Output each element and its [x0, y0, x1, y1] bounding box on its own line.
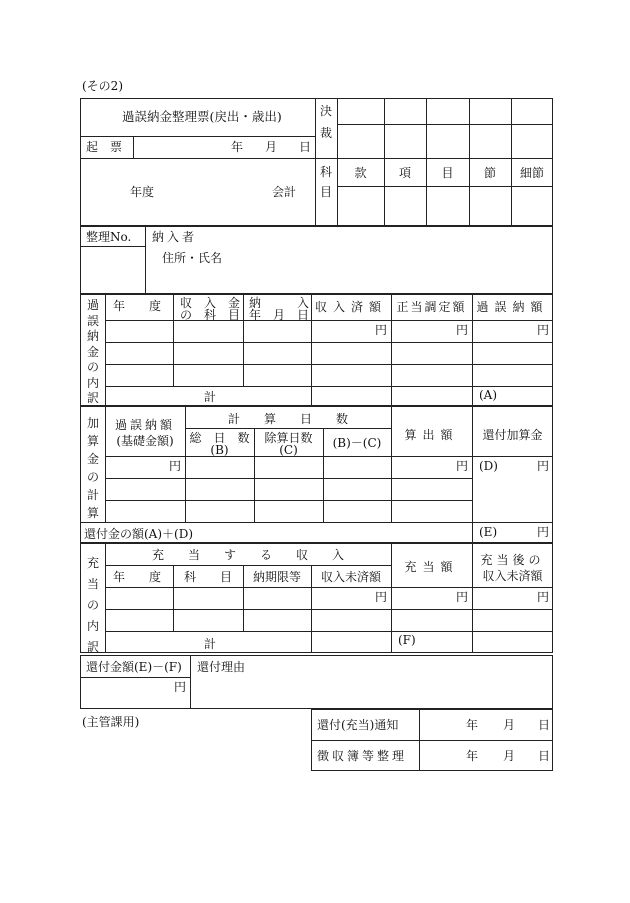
refund-amount-label: 還付金額(E)－(F)	[86, 660, 182, 674]
date-month: 月	[265, 140, 278, 154]
form-title: 過誤納金整理票(戻出・歳出)	[122, 109, 282, 124]
kamoku-kou: 項	[398, 166, 411, 180]
nounyusha-label: 納入者	[152, 230, 198, 244]
s3-total-label: 計	[204, 637, 217, 651]
payer-block	[80, 226, 553, 294]
nendo-label: 年度	[130, 185, 155, 199]
s3-header-kigen: 納期限等	[252, 570, 301, 584]
s2-header-keisan-nissu: 計 算 日 数	[227, 412, 348, 426]
kamoku-saisetsu: 細節	[519, 166, 544, 180]
s2-yen-1: 円	[169, 459, 182, 473]
s2-mark-e: (E)	[479, 525, 498, 539]
s2-header-b-minus-c: (B)－(C)	[332, 436, 382, 450]
s1-yen-3: 円	[537, 323, 550, 337]
s3-header-juto-gaku: 充当額	[404, 560, 459, 574]
s1-header-shunyukin-2: の 科 目	[180, 308, 241, 322]
choshubo-label: 徴収簿等整理	[317, 749, 408, 763]
section1-side-label: 過誤納金の内訳	[86, 298, 99, 405]
s3-header-ato-2: 収入未済額	[482, 569, 543, 583]
kamoku-kan: 款	[354, 166, 367, 180]
kamoku-label: 科目	[319, 165, 332, 199]
s3-header-juto-shunyu: 充 当 す る 収 入	[151, 548, 344, 562]
address-name-label: 住所・氏名	[162, 251, 223, 265]
tsuchi-day: 日	[538, 718, 551, 732]
kiso-label: 起 票	[86, 140, 123, 154]
s2-yen-3: 円	[537, 459, 550, 473]
s2-yen-2: 円	[456, 459, 469, 473]
kaikei-label: 会計	[272, 185, 297, 199]
s3-header-ato-1: 充当後の	[480, 553, 545, 567]
s1-header-kago: 過誤納額	[476, 300, 549, 314]
s1-header-seito: 正当調定額	[396, 300, 467, 314]
s2-header-kanpu-kasan: 還付加算金	[482, 428, 543, 442]
kamoku-setsu: 節	[483, 166, 496, 180]
s1-header-nounyu-1: 納 入	[249, 296, 310, 310]
s2-header-sanshutsu: 算出額	[404, 428, 459, 442]
shukan-label: (主管課用)	[82, 715, 140, 729]
s1-header-nounyu-2: 年 月 日	[249, 308, 310, 322]
s3-mark-f: (F)	[398, 633, 416, 647]
s3-header-kamoku: 科 目	[183, 570, 232, 584]
s2-yen-4: 円	[537, 525, 550, 539]
s2-header-jo-nissu-2: (C)	[279, 443, 298, 457]
s3-yen-3: 円	[537, 590, 550, 604]
date-year: 年	[231, 140, 244, 154]
choshubo-year: 年	[466, 749, 479, 763]
s2-header-sou-nissu-2: (B)	[210, 443, 229, 457]
s2-header-kago-1: 過誤納額	[114, 418, 175, 432]
s3-yen-2: 円	[456, 590, 469, 604]
tsuchi-month: 月	[503, 718, 516, 732]
page-label: (その2)	[82, 79, 123, 93]
date-day: 日	[299, 140, 312, 154]
s1-yen-2: 円	[456, 323, 469, 337]
choshubo-day: 日	[538, 749, 551, 763]
s2-header-jo-nissu-1: 除算日数	[264, 431, 313, 445]
s1-header-shunyukin-1: 収 入 金	[180, 296, 241, 310]
refund-yen: 円	[174, 680, 187, 694]
s3-yen-1: 円	[375, 590, 388, 604]
section2-side-label: 加算金の計算	[86, 416, 99, 520]
kessai-label: 決裁	[319, 104, 332, 140]
tsuchi-label: 還付(充当)通知	[317, 718, 399, 732]
s2-header-kago-2: (基礎金額)	[116, 434, 174, 448]
kamoku-moku: 目	[441, 166, 454, 180]
kanpu-total-label: 還付金の額(A)＋(D)	[84, 527, 194, 541]
s1-header-nendo: 年 度	[113, 299, 162, 313]
s2-header-sou-nissu-1: 総 日 数	[189, 431, 250, 445]
top-block	[80, 98, 553, 226]
refund-reason-label: 還付理由	[197, 660, 246, 674]
s2-mark-d: (D)	[479, 459, 498, 473]
s1-mark-a: (A)	[479, 388, 498, 402]
choshubo-month: 月	[503, 749, 516, 763]
seiri-no-label: 整理No.	[86, 230, 132, 244]
s1-total-label: 計	[204, 390, 217, 404]
s1-header-shunyu-zumi: 収入済額	[314, 300, 387, 314]
s3-header-mi-zumi: 収入未済額	[320, 570, 381, 584]
s3-header-nendo: 年 度	[113, 570, 162, 584]
s1-yen-1: 円	[375, 323, 388, 337]
section3-side-label: 充当の内訳	[86, 556, 99, 654]
tsuchi-year: 年	[466, 718, 479, 732]
